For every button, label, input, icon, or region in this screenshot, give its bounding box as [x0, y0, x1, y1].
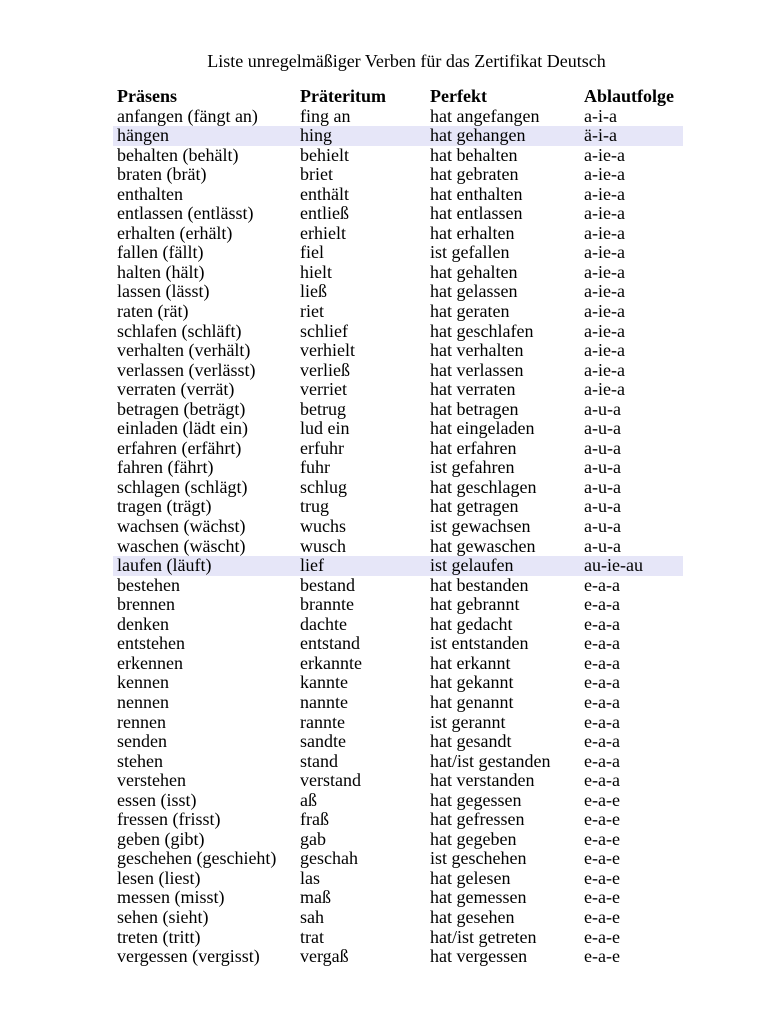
cell-praesens: kennen	[117, 672, 169, 693]
cell-ablautfolge: a-ie-a	[584, 183, 625, 204]
cell-perfekt: hat geschlagen	[430, 476, 537, 497]
cell-perfekt: hat gekannt	[430, 672, 514, 693]
cell-perfekt: ist gewachsen	[430, 516, 531, 537]
cell-praesens: rennen	[117, 711, 166, 732]
cell-perfekt: hat geraten	[430, 301, 510, 322]
cell-praesens: halten (hält)	[117, 261, 205, 282]
cell-perfekt: hat gelassen	[430, 281, 518, 302]
table-row	[113, 458, 683, 478]
cell-ablautfolge: e-a-e	[584, 828, 620, 849]
cell-praesens: fahren (fährt)	[117, 457, 214, 478]
table-row	[113, 537, 683, 557]
cell-perfekt: hat gegeben	[430, 828, 517, 849]
table-row	[113, 810, 683, 830]
table-row	[113, 361, 683, 381]
cell-praesens: verstehen	[117, 770, 186, 791]
cell-praeteritum: lief	[300, 555, 324, 576]
cell-ablautfolge: a-ie-a	[584, 144, 625, 165]
cell-ablautfolge: a-ie-a	[584, 164, 625, 185]
table-row	[113, 224, 683, 244]
cell-perfekt: hat erkannt	[430, 652, 511, 673]
table-row	[113, 302, 683, 322]
cell-praeteritum: aß	[300, 789, 317, 810]
table-row	[113, 673, 683, 693]
table-row	[113, 752, 683, 772]
cell-praesens: entlassen (entlässt)	[117, 203, 254, 224]
cell-ablautfolge: a-ie-a	[584, 203, 625, 224]
cell-praesens: entstehen	[117, 633, 185, 654]
cell-perfekt: ist geschehen	[430, 848, 527, 869]
table-row	[113, 869, 683, 889]
cell-perfekt: hat gehangen	[430, 125, 526, 146]
cell-perfekt: hat gehalten	[430, 261, 518, 282]
cell-praesens: braten (brät)	[117, 164, 207, 185]
cell-praesens: erhalten (erhält)	[117, 222, 233, 243]
cell-ablautfolge: a-ie-a	[584, 261, 625, 282]
cell-praesens: verhalten (verhält)	[117, 340, 251, 361]
cell-praeteritum: enthält	[300, 183, 349, 204]
cell-praeteritum: fraß	[300, 809, 329, 830]
cell-praesens: geben (gibt)	[117, 828, 205, 849]
table-row	[113, 165, 683, 185]
cell-perfekt: hat vergessen	[430, 946, 528, 967]
table-row	[113, 693, 683, 713]
cell-praesens: lesen (liest)	[117, 867, 201, 888]
cell-perfekt: hat behalten	[430, 144, 518, 165]
cell-praesens: vergessen (vergisst)	[117, 946, 260, 967]
cell-praesens: laufen (läuft)	[117, 555, 212, 576]
cell-ablautfolge: e-a-e	[584, 887, 620, 908]
cell-ablautfolge: e-a-a	[584, 672, 620, 693]
cell-ablautfolge: a-u-a	[584, 457, 621, 478]
cell-ablautfolge: a-u-a	[584, 476, 621, 497]
cell-praesens: fallen (fällt)	[117, 242, 204, 263]
cell-praeteritum: trug	[300, 496, 329, 517]
cell-ablautfolge: e-a-a	[584, 594, 620, 615]
cell-ablautfolge: e-a-a	[584, 770, 620, 791]
cell-praeteritum: stand	[300, 750, 338, 771]
cell-praeteritum: hielt	[300, 261, 332, 282]
cell-ablautfolge: a-ie-a	[584, 379, 625, 400]
table-row	[113, 146, 683, 166]
table-row	[113, 556, 683, 576]
cell-praeteritum: fuhr	[300, 457, 330, 478]
cell-perfekt: hat verhalten	[430, 340, 524, 361]
header-praeteritum: Präteritum	[300, 86, 386, 106]
cell-praesens: anfangen (fängt an)	[117, 105, 258, 126]
table-row	[113, 282, 683, 302]
cell-praesens: treten (tritt)	[117, 926, 201, 947]
cell-perfekt: hat gefressen	[430, 809, 525, 830]
table-row	[113, 947, 683, 967]
cell-ablautfolge: e-a-a	[584, 633, 620, 654]
cell-perfekt: hat bestanden	[430, 574, 529, 595]
cell-praeteritum: maß	[300, 887, 331, 908]
verb-table	[113, 87, 683, 967]
cell-perfekt: hat verraten	[430, 379, 516, 400]
cell-perfekt: hat gedacht	[430, 613, 513, 634]
table-row	[113, 497, 683, 517]
cell-praeteritum: entließ	[300, 203, 349, 224]
cell-ablautfolge: e-a-e	[584, 809, 620, 830]
cell-perfekt: hat geschlafen	[430, 320, 534, 341]
table-row	[113, 185, 683, 205]
table-row	[113, 400, 683, 420]
table-row	[113, 830, 683, 850]
cell-ablautfolge: a-ie-a	[584, 222, 625, 243]
table-row	[113, 576, 683, 596]
cell-perfekt: hat/ist getreten	[430, 926, 537, 947]
table-row	[113, 849, 683, 869]
table-row	[113, 243, 683, 263]
cell-praesens: verlassen (verlässt)	[117, 359, 256, 380]
table-row	[113, 478, 683, 498]
cell-ablautfolge: e-a-a	[584, 711, 620, 732]
cell-praesens: senden	[117, 731, 167, 752]
cell-ablautfolge: a-u-a	[584, 496, 621, 517]
header-perfekt: Perfekt	[430, 86, 487, 106]
cell-praeteritum: bestand	[300, 574, 355, 595]
cell-praeteritum: verließ	[300, 359, 350, 380]
cell-perfekt: ist gelaufen	[430, 555, 514, 576]
table-row	[113, 791, 683, 811]
cell-praesens: messen (misst)	[117, 887, 225, 908]
cell-praesens: denken	[117, 613, 169, 634]
cell-praesens: geschehen (geschieht)	[117, 848, 277, 869]
cell-praeteritum: lud ein	[300, 418, 350, 439]
cell-ablautfolge: e-a-a	[584, 613, 620, 634]
cell-perfekt: ist gefahren	[430, 457, 515, 478]
cell-ablautfolge: e-a-a	[584, 750, 620, 771]
cell-perfekt: hat gebraten	[430, 164, 519, 185]
cell-perfekt: hat angefangen	[430, 105, 540, 126]
cell-praesens: einladen (lädt ein)	[117, 418, 248, 439]
cell-perfekt: hat enthalten	[430, 183, 523, 204]
cell-praeteritum: wuchs	[300, 516, 346, 537]
cell-praeteritum: sah	[300, 906, 324, 927]
cell-perfekt: hat verlassen	[430, 359, 524, 380]
cell-ablautfolge: a-u-a	[584, 516, 621, 537]
cell-praesens: nennen	[117, 691, 169, 712]
cell-praeteritum: sandte	[300, 731, 346, 752]
table-row	[113, 263, 683, 283]
cell-praeteritum: verstand	[300, 770, 361, 791]
table-row	[113, 654, 683, 674]
cell-perfekt: ist gefallen	[430, 242, 510, 263]
cell-ablautfolge: a-ie-a	[584, 281, 625, 302]
table-row	[113, 126, 683, 146]
cell-praesens: brennen	[117, 594, 175, 615]
table-row	[113, 439, 683, 459]
cell-praesens: sehen (sieht)	[117, 906, 209, 927]
cell-perfekt: hat gegessen	[430, 789, 522, 810]
cell-ablautfolge: a-u-a	[584, 437, 621, 458]
cell-ablautfolge: a-u-a	[584, 418, 621, 439]
cell-praesens: bestehen	[117, 574, 180, 595]
cell-praesens: raten (rät)	[117, 301, 189, 322]
cell-perfekt: hat erfahren	[430, 437, 517, 458]
table-row	[113, 634, 683, 654]
cell-ablautfolge: e-a-e	[584, 926, 620, 947]
cell-praesens: lassen (lässt)	[117, 281, 210, 302]
table-row	[113, 713, 683, 733]
cell-praesens: erfahren (erfährt)	[117, 437, 242, 458]
cell-perfekt: hat verstanden	[430, 770, 535, 791]
cell-praeteritum: erhielt	[300, 222, 346, 243]
cell-praeteritum: fing an	[300, 105, 351, 126]
cell-ablautfolge: au-ie-au	[584, 555, 643, 576]
cell-perfekt: hat gelesen	[430, 867, 511, 888]
cell-praeteritum: rannte	[300, 711, 345, 732]
cell-ablautfolge: e-a-e	[584, 867, 620, 888]
cell-ablautfolge: a-u-a	[584, 535, 621, 556]
cell-praesens: hängen	[117, 125, 169, 146]
cell-praeteritum: kannte	[300, 672, 348, 693]
cell-praeteritum: ließ	[300, 281, 327, 302]
cell-perfekt: hat getragen	[430, 496, 519, 517]
cell-praesens: schlagen (schlägt)	[117, 476, 248, 497]
table-row	[113, 517, 683, 537]
table-row	[113, 615, 683, 635]
cell-ablautfolge: e-a-e	[584, 789, 620, 810]
header-praesens: Präsens	[117, 86, 177, 106]
cell-ablautfolge: a-i-a	[584, 105, 617, 126]
cell-praesens: tragen (trägt)	[117, 496, 212, 517]
table-row	[113, 107, 683, 127]
cell-perfekt: hat gesandt	[430, 731, 512, 752]
table-row	[113, 322, 683, 342]
cell-praeteritum: vergaß	[300, 946, 349, 967]
cell-praeteritum: nannte	[300, 691, 348, 712]
cell-ablautfolge: e-a-e	[584, 906, 620, 927]
cell-praeteritum: riet	[300, 301, 324, 322]
table-row	[113, 732, 683, 752]
cell-perfekt: ist entstanden	[430, 633, 529, 654]
cell-perfekt: hat erhalten	[430, 222, 515, 243]
header-ablautfolge: Ablautfolge	[584, 86, 674, 106]
cell-praeteritum: entstand	[300, 633, 360, 654]
cell-praesens: enthalten	[117, 183, 183, 204]
table-row	[113, 928, 683, 948]
table-header-row	[113, 87, 683, 107]
cell-perfekt: hat/ist gestanden	[430, 750, 551, 771]
cell-praeteritum: geschah	[300, 848, 358, 869]
cell-praesens: schlafen (schläft)	[117, 320, 242, 341]
cell-praesens: behalten (behält)	[117, 144, 239, 165]
cell-perfekt: hat genannt	[430, 691, 514, 712]
table-body	[113, 107, 683, 967]
cell-perfekt: hat gebrannt	[430, 594, 520, 615]
cell-praeteritum: erfuhr	[300, 437, 344, 458]
cell-perfekt: hat betragen	[430, 398, 519, 419]
cell-praesens: wachsen (wächst)	[117, 516, 246, 537]
cell-praeteritum: behielt	[300, 144, 349, 165]
cell-ablautfolge: a-ie-a	[584, 301, 625, 322]
cell-praeteritum: gab	[300, 828, 326, 849]
cell-ablautfolge: e-a-e	[584, 848, 620, 869]
cell-praeteritum: schlug	[300, 476, 347, 497]
cell-praeteritum: betrug	[300, 398, 346, 419]
cell-ablautfolge: e-a-e	[584, 946, 620, 967]
cell-ablautfolge: ä-i-a	[584, 125, 617, 146]
table-row	[113, 888, 683, 908]
cell-praeteritum: dachte	[300, 613, 347, 634]
table-row	[113, 419, 683, 439]
cell-ablautfolge: e-a-a	[584, 731, 620, 752]
cell-ablautfolge: e-a-a	[584, 652, 620, 673]
cell-praesens: fressen (frisst)	[117, 809, 221, 830]
table-row	[113, 380, 683, 400]
cell-praeteritum: fiel	[300, 242, 324, 263]
cell-perfekt: hat gewaschen	[430, 535, 536, 556]
table-row	[113, 771, 683, 791]
table-row	[113, 595, 683, 615]
table-row	[113, 341, 683, 361]
cell-perfekt: hat entlassen	[430, 203, 523, 224]
cell-ablautfolge: e-a-a	[584, 691, 620, 712]
cell-perfekt: hat gemessen	[430, 887, 527, 908]
cell-ablautfolge: a-ie-a	[584, 320, 625, 341]
cell-praesens: waschen (wäscht)	[117, 535, 246, 556]
cell-perfekt: ist gerannt	[430, 711, 506, 732]
cell-praeteritum: hing	[300, 125, 333, 146]
cell-praesens: verraten (verrät)	[117, 379, 235, 400]
cell-perfekt: hat gesehen	[430, 906, 515, 927]
cell-praeteritum: wusch	[300, 535, 346, 556]
cell-praeteritum: brannte	[300, 594, 354, 615]
cell-praeteritum: verhielt	[300, 340, 355, 361]
cell-praesens: betragen (beträgt)	[117, 398, 246, 419]
cell-ablautfolge: a-u-a	[584, 398, 621, 419]
table-row	[113, 908, 683, 928]
cell-ablautfolge: a-ie-a	[584, 242, 625, 263]
cell-ablautfolge: a-ie-a	[584, 340, 625, 361]
cell-praesens: erkennen	[117, 652, 183, 673]
cell-praeteritum: briet	[300, 164, 333, 185]
cell-perfekt: hat eingeladen	[430, 418, 535, 439]
cell-praeteritum: verriet	[300, 379, 347, 400]
cell-praesens: stehen	[117, 750, 163, 771]
page-title: Liste unregelmäßiger Verben für das Zertifikat Deutsch	[207, 51, 606, 71]
cell-ablautfolge: e-a-a	[584, 574, 620, 595]
cell-praeteritum: trat	[300, 926, 324, 947]
cell-praesens: essen (isst)	[117, 789, 197, 810]
cell-ablautfolge: a-ie-a	[584, 359, 625, 380]
cell-praeteritum: las	[300, 867, 320, 888]
cell-praeteritum: erkannte	[300, 652, 362, 673]
cell-praeteritum: schlief	[300, 320, 348, 341]
table-row	[113, 204, 683, 224]
